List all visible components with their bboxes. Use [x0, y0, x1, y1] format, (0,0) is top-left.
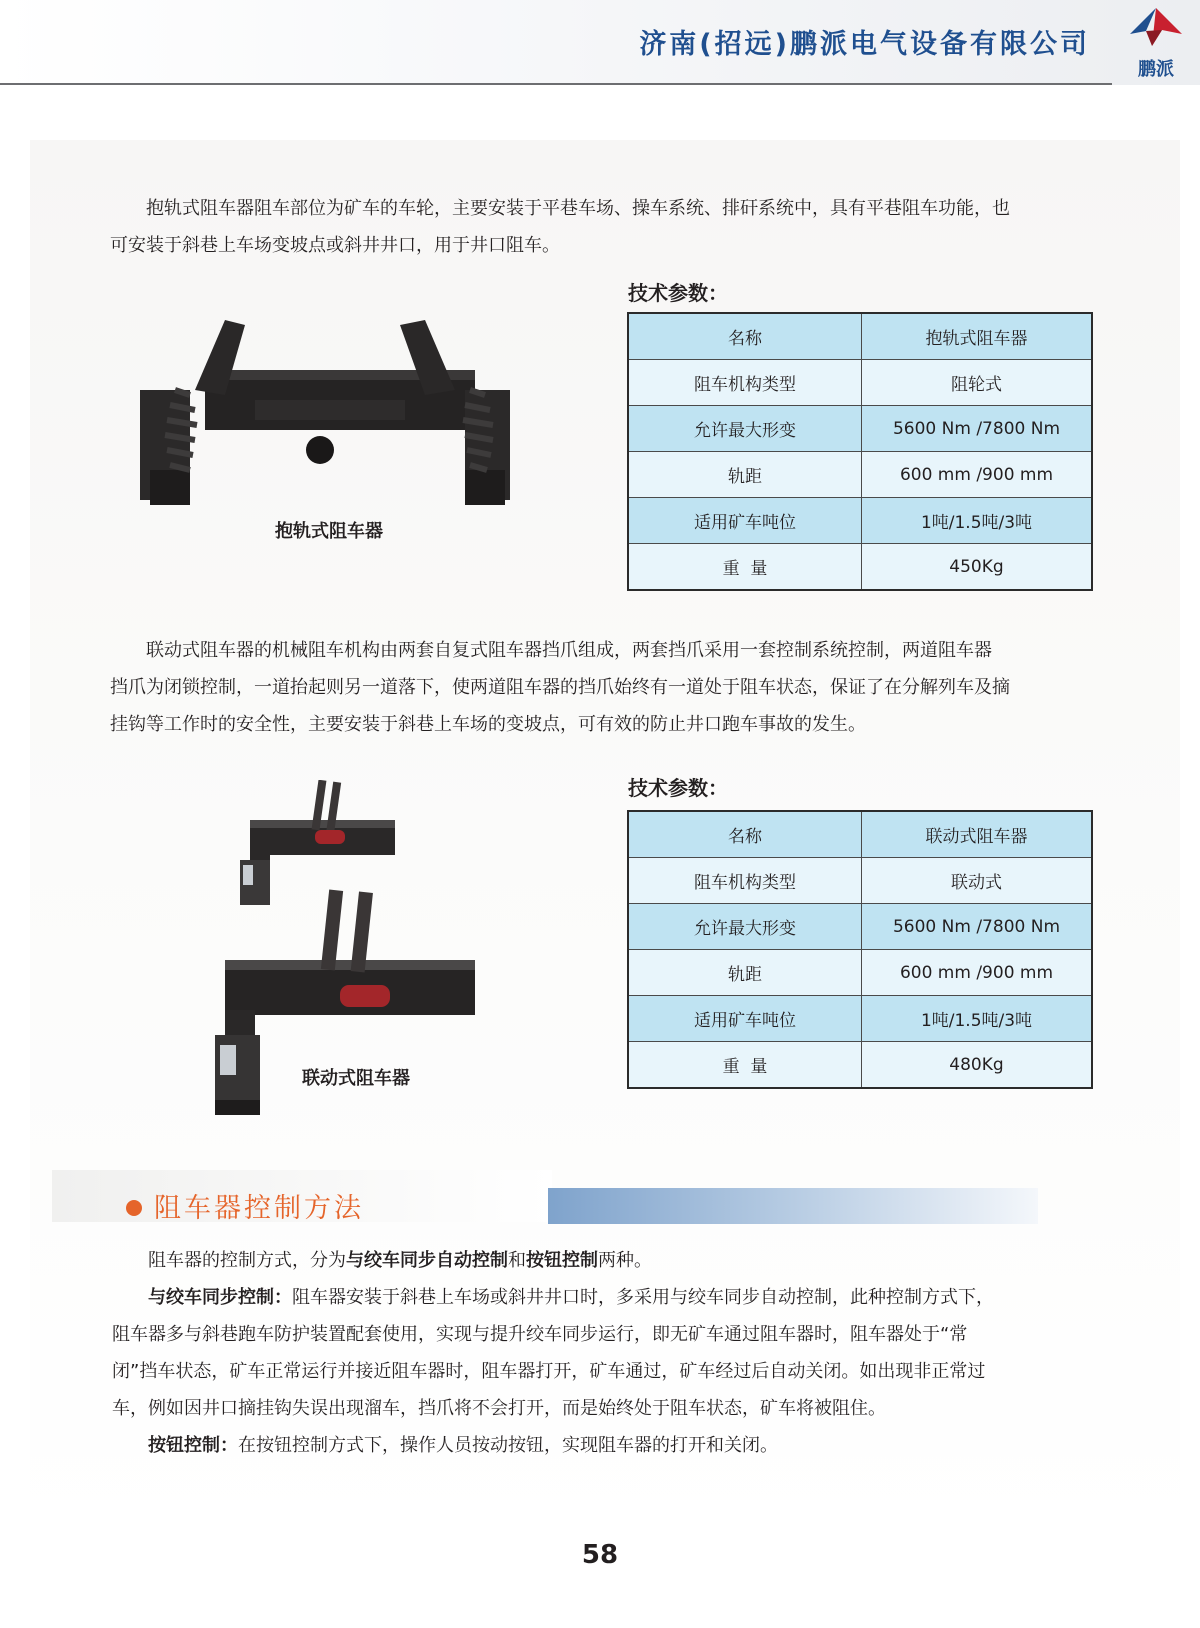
spec-name: 阻车机构类型 — [628, 360, 862, 406]
spec-value: 联动式阻车器 — [862, 811, 1093, 858]
spec-value: 1吨/1.5吨/3吨 — [862, 498, 1093, 544]
table-row — [628, 811, 1092, 858]
section-accent-bar — [548, 1188, 1038, 1224]
spec-value: 阻轮式 — [862, 360, 1093, 406]
control-intro: 阻车器的控制方式，分为与绞车同步自动控制和按钮控制两种。 — [148, 1250, 652, 1271]
product1-caption: 抱轨式阻车器 — [275, 521, 383, 542]
table-row — [628, 313, 1092, 360]
spec-name: 轨距 — [628, 950, 862, 996]
product1-intro — [110, 190, 1100, 264]
spec-value: 联动式 — [862, 858, 1093, 904]
table-row — [628, 544, 1092, 591]
sync-control-line: 阻车器多与斜巷跑车防护装置配套使用，实现与提升绞车同步运行，即无矿车通过阻车器时，阻车器处于“常 — [112, 1324, 968, 1345]
spec-value: 5600 Nm /7800 Nm — [862, 406, 1093, 452]
company-logo — [1112, 0, 1200, 85]
table-row — [628, 406, 1092, 452]
clamp-rail-retarder-photo — [135, 320, 525, 520]
spec-value: 600 mm /900 mm — [862, 452, 1093, 498]
table-row — [628, 498, 1092, 544]
spec-name: 重 量 — [628, 1042, 862, 1089]
product1-spec-heading: 技术参数： — [628, 281, 728, 305]
sync-control-line: 闭”挡车状态，矿车正常运行并接近阻车器时，阻车器打开，矿车通过，矿车经过后自动关闭。如出现非正常过 — [112, 1361, 986, 1382]
spec-value: 600 mm /900 mm — [862, 950, 1093, 996]
product2-intro — [110, 632, 1100, 743]
table-row — [628, 1042, 1092, 1089]
spec-name: 适用矿车吨位 — [628, 498, 862, 544]
spec-value: 450Kg — [862, 544, 1093, 591]
page-number: 58 — [581, 1540, 619, 1570]
sync-control-line: 与绞车同步控制：阻车器安装于斜巷上车场或斜井井口时，多采用与绞车同步自动控制，此种控制方式下， — [148, 1287, 994, 1308]
spec-name: 轨距 — [628, 452, 862, 498]
intro-line: 挂钩等工作时的安全性，主要安装于斜巷上车场的变坡点，可有效的防止井口跑车事故的发生。 — [110, 714, 866, 735]
spec-name: 名称 — [628, 313, 862, 360]
button-control-line: 按钮控制：在按钮控制方式下，操作人员按动按钮，实现阻车器的打开和关闭。 — [148, 1435, 778, 1456]
table-row — [628, 996, 1092, 1042]
table-row — [628, 452, 1092, 498]
table-row — [628, 950, 1092, 996]
spec-name: 适用矿车吨位 — [628, 996, 862, 1042]
intro-line: 挡爪为闭锁控制，一道抬起则另一道落下，使两道阻车器的挡爪始终有一道处于阻车状态，保证了在分解列车及摘 — [110, 677, 1010, 698]
section-title: 阻车器控制方法 — [154, 1193, 364, 1224]
intro-line: 可安装于斜巷上车场变坡点或斜井井口，用于井口阻车。 — [110, 235, 560, 256]
spec-name: 阻车机构类型 — [628, 858, 862, 904]
header-divider — [0, 83, 1112, 85]
product1-spec-table — [627, 312, 1093, 591]
table-row — [628, 904, 1092, 950]
company-name: 济南(招远)鹏派电气设备有限公司 — [639, 29, 1090, 60]
product2-spec-heading: 技术参数： — [628, 776, 728, 800]
spec-name: 允许最大形变 — [628, 406, 862, 452]
spec-name: 名称 — [628, 811, 862, 858]
intro-line: 联动式阻车器的机械阻车机构由两套自复式阻车器挡爪组成，两套挡爪采用一套控制系统控制，两道阻车器 — [146, 640, 992, 661]
spec-value: 5600 Nm /7800 Nm — [862, 904, 1093, 950]
logo-arrow-icon — [1112, 0, 1200, 60]
intro-line: 抱轨式阻车器阻车部位为矿车的车轮，主要安装于平巷车场、操车系统、排矸系统中，具有平巷阻车功能，也 — [146, 198, 1010, 219]
spec-value: 抱轨式阻车器 — [862, 313, 1093, 360]
bullet-dot-icon — [126, 1200, 142, 1216]
spec-name: 允许最大形变 — [628, 904, 862, 950]
spec-value: 480Kg — [862, 1042, 1093, 1089]
spec-name: 重 量 — [628, 544, 862, 591]
logo-text: 鹏派 — [1138, 59, 1174, 80]
control-description — [112, 1242, 1102, 1464]
table-row — [628, 360, 1092, 406]
sync-control-line: 车，例如因井口摘挂钩失误出现溜车，挡爪将不会打开，而是始终处于阻车状态，矿车将被阻住。 — [112, 1398, 886, 1419]
product2-caption: 联动式阻车器 — [302, 1068, 410, 1089]
spec-value: 1吨/1.5吨/3吨 — [862, 996, 1093, 1042]
table-row — [628, 858, 1092, 904]
product2-spec-table — [627, 810, 1093, 1089]
